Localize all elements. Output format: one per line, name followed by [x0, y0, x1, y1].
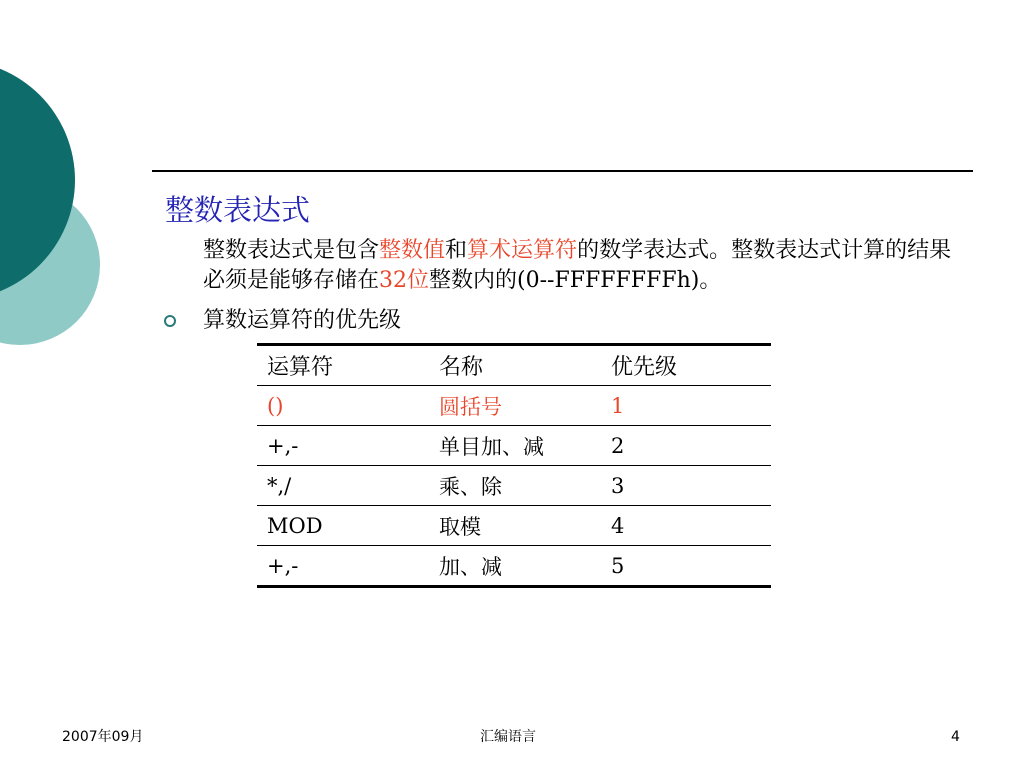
circle-bullet-icon — [164, 315, 176, 327]
cell-operator: MOD — [257, 506, 429, 546]
para-highlight-32bit: 32位 — [379, 268, 430, 293]
decorative-circles — [0, 0, 110, 420]
bullet-text: 算数运算符的优先级 — [203, 308, 402, 333]
table-row — [257, 466, 771, 506]
table-row — [257, 546, 771, 587]
description-paragraph — [203, 236, 963, 296]
table-row — [257, 426, 771, 466]
header-priority: 优先级 — [601, 345, 771, 386]
operator-precedence-table — [257, 343, 771, 588]
para-highlight-integer: 整数值 — [379, 238, 446, 263]
cell-name: 圆括号 — [429, 386, 601, 426]
cell-name: 单目加、减 — [429, 426, 601, 466]
cell-priority: 1 — [601, 386, 771, 426]
para-text: 和 — [445, 238, 468, 263]
header-operator: 运算符 — [257, 345, 429, 386]
page-number: 4 — [951, 729, 960, 745]
cell-priority: 3 — [601, 466, 771, 506]
cell-operator: +,- — [257, 426, 429, 466]
cell-operator: *,/ — [257, 466, 429, 506]
cell-name: 取模 — [429, 506, 601, 546]
para-text: 的数学表达式。整数表达式计算的结果必须是能够存储在 — [203, 238, 952, 293]
cell-priority: 5 — [601, 546, 771, 587]
para-text: 整数内的(0--FFFFFFFFh)。 — [429, 268, 722, 293]
footer-date: 2007年09月 — [62, 729, 144, 745]
cell-name: 加、减 — [429, 546, 601, 587]
section-heading: 整数表达式 — [165, 193, 311, 227]
table-row — [257, 386, 771, 426]
title-divider — [152, 170, 973, 172]
table-header-row — [257, 345, 771, 386]
cell-operator: () — [257, 386, 429, 426]
cell-operator: +,- — [257, 546, 429, 587]
cell-priority: 2 — [601, 426, 771, 466]
table-row — [257, 506, 771, 546]
header-name: 名称 — [429, 345, 601, 386]
footer-title: 汇编语言 — [480, 729, 536, 745]
cell-priority: 4 — [601, 506, 771, 546]
cell-name: 乘、除 — [429, 466, 601, 506]
para-text: 整数表达式是包含 — [203, 238, 380, 263]
para-highlight-operators: 算术运算符 — [467, 238, 578, 263]
